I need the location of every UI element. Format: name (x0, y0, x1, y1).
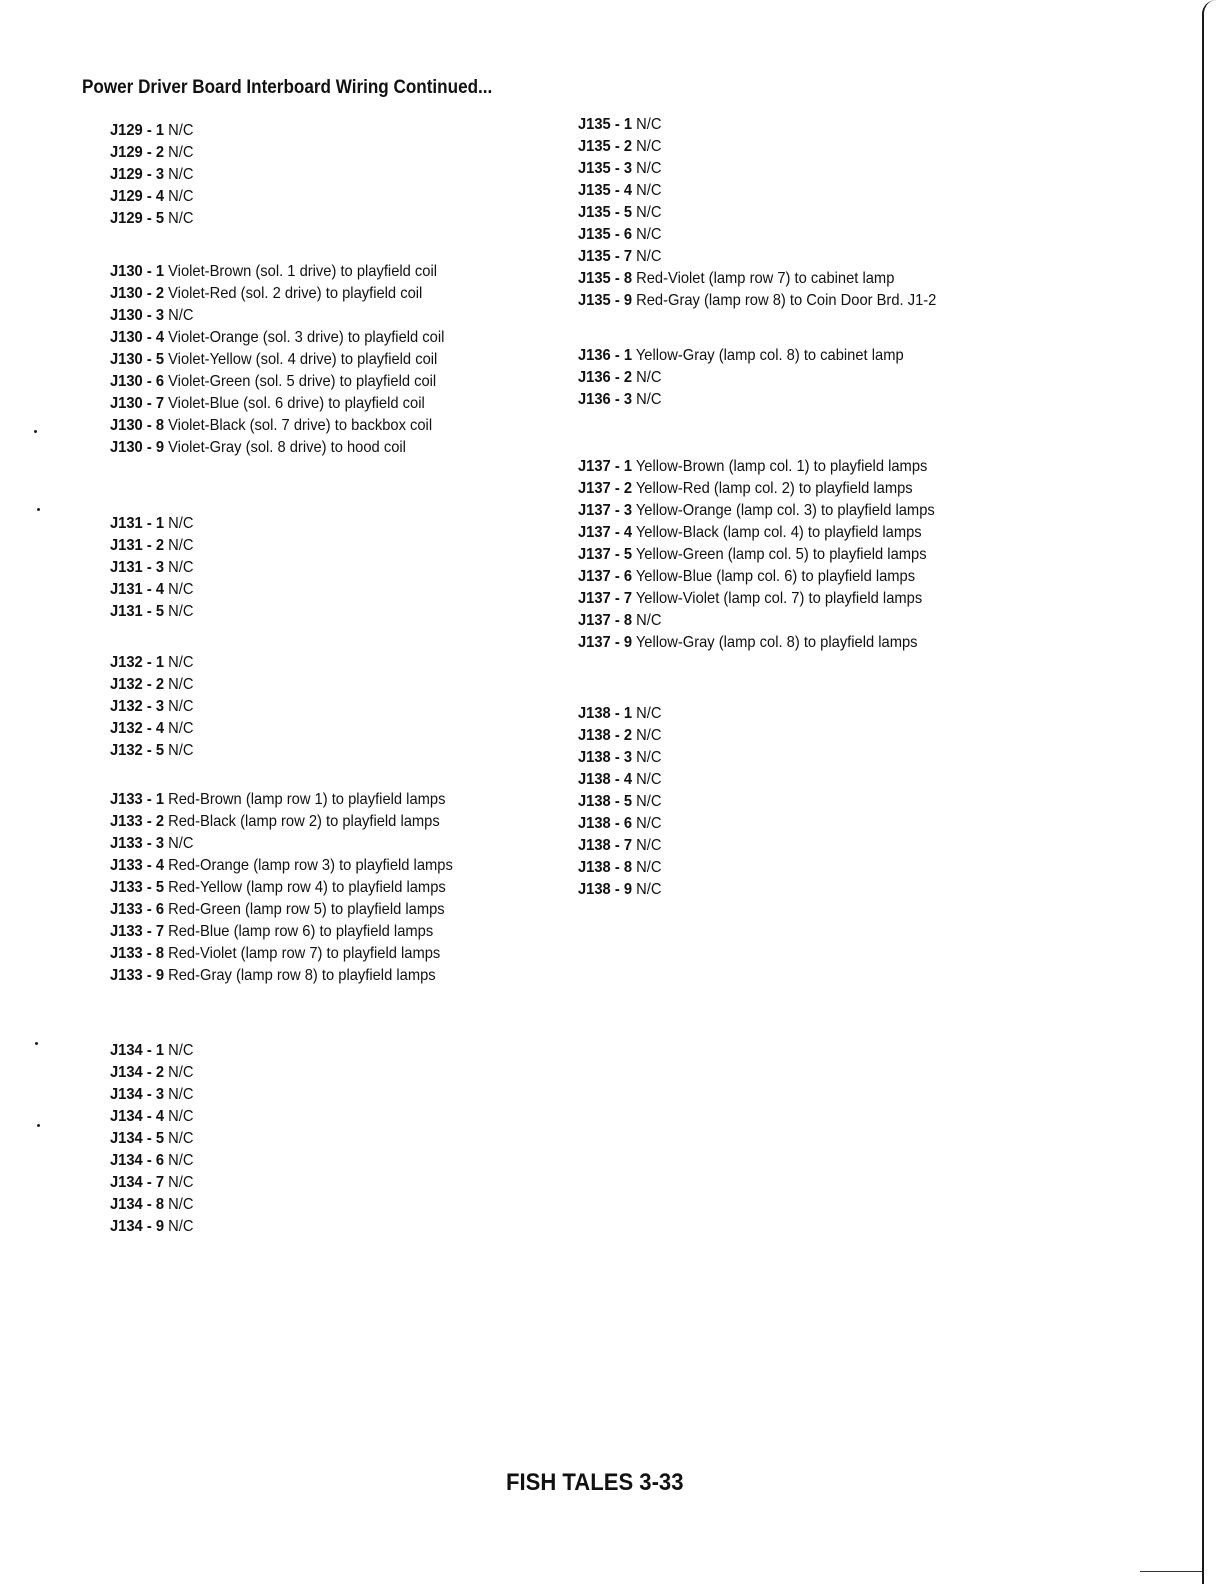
wiring-entry (578, 136, 936, 158)
pin-description: N/C (636, 749, 662, 766)
pin-description: Red-Green (lamp row 5) to playfield lamps (168, 901, 445, 918)
pin-label: J135 - 4 (578, 182, 633, 199)
pin-label: J138 - 2 (578, 727, 633, 744)
pin-label: J130 - 2 (110, 285, 165, 302)
pin-label: J138 - 7 (578, 837, 633, 854)
pin-label: J129 - 1 (110, 122, 165, 139)
pin-description: N/C (636, 138, 662, 155)
pin-description: N/C (168, 1174, 194, 1191)
pin-label: J131 - 4 (110, 581, 165, 598)
pin-description: N/C (636, 705, 662, 722)
pin-label: J135 - 8 (578, 270, 633, 287)
wiring-entry (110, 327, 444, 349)
pin-label: J133 - 3 (110, 835, 165, 852)
pin-label: J137 - 2 (578, 480, 633, 497)
pin-description: N/C (636, 160, 662, 177)
wiring-entry (578, 769, 661, 791)
pin-description: N/C (168, 1152, 194, 1169)
pin-label: J130 - 3 (110, 307, 165, 324)
wiring-entry (110, 305, 444, 327)
wiring-entry (110, 674, 193, 696)
wiring-entry (578, 114, 936, 136)
wiring-entry (110, 535, 193, 557)
pin-label: J129 - 3 (110, 166, 165, 183)
pin-description: N/C (636, 815, 662, 832)
pin-label: J137 - 1 (578, 458, 633, 475)
wiring-entry (578, 813, 661, 835)
pin-label: J132 - 1 (110, 654, 165, 671)
pin-label: J130 - 9 (110, 439, 165, 456)
pin-label: J129 - 4 (110, 188, 165, 205)
pin-label: J138 - 5 (578, 793, 633, 810)
pin-label: J137 - 8 (578, 612, 633, 629)
pin-label: J130 - 8 (110, 417, 165, 434)
pin-label: J129 - 5 (110, 210, 165, 227)
wiring-entry (578, 180, 936, 202)
wiring-entry (110, 261, 444, 283)
wiring-entry (110, 601, 193, 623)
pin-label: J129 - 2 (110, 144, 165, 161)
pin-description: N/C (168, 1108, 194, 1125)
pin-description: N/C (636, 204, 662, 221)
wiring-entry (578, 389, 904, 411)
wiring-entry (578, 224, 936, 246)
pin-description: N/C (168, 603, 194, 620)
pin-label: J136 - 1 (578, 347, 633, 364)
pin-label: J135 - 6 (578, 226, 633, 243)
pin-label: J133 - 7 (110, 923, 165, 940)
wiring-entry (110, 393, 444, 415)
pin-description: N/C (636, 881, 662, 898)
pin-label: J131 - 2 (110, 537, 165, 554)
pin-label: J137 - 7 (578, 590, 633, 607)
pin-description: N/C (168, 307, 194, 324)
page-footer: FISH TALES 3-33 (506, 1469, 684, 1496)
pin-description: Red-Brown (lamp row 1) to playfield lamps (168, 791, 446, 808)
wiring-entry (578, 835, 661, 857)
pin-label: J135 - 9 (578, 292, 633, 309)
wiring-entry (110, 718, 193, 740)
pin-description: N/C (168, 1218, 194, 1235)
wiring-entry (110, 208, 193, 230)
pin-label: J134 - 3 (110, 1086, 165, 1103)
pin-label: J138 - 3 (578, 749, 633, 766)
pin-label: J130 - 7 (110, 395, 165, 412)
wiring-entry (110, 740, 193, 762)
pin-description: N/C (636, 182, 662, 199)
wiring-entry (578, 566, 935, 588)
pin-description: Red-Yellow (lamp row 4) to playfield lamps (168, 879, 446, 896)
pin-label: J131 - 1 (110, 515, 165, 532)
pin-label: J134 - 4 (110, 1108, 165, 1125)
pin-label: J134 - 5 (110, 1130, 165, 1147)
pin-description: Violet-Blue (sol. 6 drive) to playfield coil (168, 395, 425, 412)
pin-description: N/C (168, 188, 194, 205)
pin-label: J132 - 3 (110, 698, 165, 715)
pin-description: N/C (168, 720, 194, 737)
pin-description: Yellow-Violet (lamp col. 7) to playfield lamps (635, 590, 923, 607)
wiring-entry (110, 921, 453, 943)
wiring-entry (578, 632, 935, 654)
scan-speck (34, 430, 37, 433)
wiring-entry (110, 1194, 193, 1216)
connector-group-j138 (578, 703, 669, 901)
pin-description: N/C (168, 698, 194, 715)
wiring-entry (578, 456, 935, 478)
pin-label: J137 - 3 (578, 502, 633, 519)
pin-description: Yellow-Brown (lamp col. 1) to playfield lamps (635, 458, 928, 475)
pin-description: Yellow-Black (lamp col. 4) to playfield lamps (635, 524, 922, 541)
wiring-entry (110, 1172, 193, 1194)
wiring-entry (110, 1062, 193, 1084)
pin-description: N/C (636, 248, 662, 265)
pin-description: N/C (168, 742, 194, 759)
pin-description: Red-Violet (lamp row 7) to playfield lamps (168, 945, 441, 962)
pin-description: Red-Violet (lamp row 7) to cabinet lamp (636, 270, 895, 287)
wiring-entry (110, 415, 444, 437)
wiring-entry (110, 164, 193, 186)
pin-label: J136 - 3 (578, 391, 633, 408)
pin-label: J132 - 5 (110, 742, 165, 759)
pin-description: Red-Orange (lamp row 3) to playfield lamps (168, 857, 453, 874)
pin-label: J133 - 6 (110, 901, 165, 918)
wiring-entry (578, 703, 661, 725)
pin-description: N/C (636, 793, 662, 810)
pin-label: J134 - 6 (110, 1152, 165, 1169)
connector-group-j134 (110, 1040, 201, 1238)
pin-label: J138 - 1 (578, 705, 633, 722)
pin-label: J130 - 6 (110, 373, 165, 390)
wiring-entry (578, 610, 935, 632)
connector-group-j129 (110, 120, 201, 230)
connector-group-j132 (110, 652, 201, 762)
pin-description: N/C (168, 537, 194, 554)
scan-speck (35, 1042, 38, 1045)
pin-label: J132 - 4 (110, 720, 165, 737)
wiring-entry (110, 1040, 193, 1062)
wiring-entry (578, 522, 935, 544)
pin-description: Red-Gray (lamp row 8) to Coin Door Brd. J1-2 (636, 292, 937, 309)
scan-speck (37, 508, 40, 511)
pin-label: J138 - 4 (578, 771, 633, 788)
pin-description: N/C (636, 727, 662, 744)
pin-label: J131 - 3 (110, 559, 165, 576)
wiring-entry (578, 747, 661, 769)
pin-description: N/C (168, 559, 194, 576)
pin-description: N/C (636, 116, 662, 133)
connector-group-j135 (578, 114, 968, 312)
wiring-entry (110, 186, 193, 208)
wiring-entry (578, 367, 904, 389)
wiring-entry (110, 877, 453, 899)
wiring-entry (110, 142, 193, 164)
pin-label: J134 - 1 (110, 1042, 165, 1059)
pin-description: Yellow-Gray (lamp col. 8) to cabinet lamp (635, 347, 904, 364)
pin-description: N/C (168, 654, 194, 671)
wiring-entry (110, 652, 193, 674)
pin-description: N/C (168, 1196, 194, 1213)
pin-label: J137 - 9 (578, 634, 633, 651)
pin-label: J134 - 9 (110, 1218, 165, 1235)
wiring-entry (110, 811, 453, 833)
pin-description: Violet-Black (sol. 7 drive) to backbox coil (168, 417, 433, 434)
wiring-entry (110, 349, 444, 371)
pin-label: J130 - 1 (110, 263, 165, 280)
wiring-entry (110, 579, 193, 601)
pin-description: Yellow-Gray (lamp col. 8) to playfield lamps (635, 634, 918, 651)
connector-group-j130 (110, 261, 473, 459)
connector-group-j133 (110, 789, 483, 987)
connector-group-j137 (578, 456, 966, 654)
pin-description: Violet-Green (sol. 5 drive) to playfield coil (168, 373, 437, 390)
pin-label: J135 - 2 (578, 138, 633, 155)
wiring-entry (578, 478, 935, 500)
pin-description: N/C (636, 859, 662, 876)
pin-description: N/C (168, 1042, 194, 1059)
wiring-entry (110, 437, 444, 459)
wiring-entry (578, 857, 661, 879)
wiring-entry (578, 791, 661, 813)
pin-description: Yellow-Red (lamp col. 2) to playfield lamps (635, 480, 913, 497)
wiring-entry (110, 120, 193, 142)
wiring-entry (110, 899, 453, 921)
pin-description: N/C (168, 210, 194, 227)
wiring-entry (110, 557, 193, 579)
connector-group-j136 (578, 345, 932, 411)
pin-label: J137 - 6 (578, 568, 633, 585)
pin-label: J138 - 8 (578, 859, 633, 876)
pin-description: N/C (168, 1130, 194, 1147)
page-edge-right (1202, 0, 1224, 1584)
pin-description: N/C (636, 369, 662, 386)
pin-description: N/C (168, 676, 194, 693)
pin-description: N/C (636, 837, 662, 854)
connector-group-j131 (110, 513, 201, 623)
scan-speck (37, 1124, 40, 1127)
wiring-entry (110, 789, 453, 811)
wiring-entry (578, 588, 935, 610)
pin-label: J130 - 4 (110, 329, 165, 346)
pin-description: Violet-Orange (sol. 3 drive) to playfield coil (168, 329, 445, 346)
pin-description: Red-Blue (lamp row 6) to playfield lamps (168, 923, 434, 940)
pin-label: J133 - 4 (110, 857, 165, 874)
pin-description: Violet-Yellow (sol. 4 drive) to playfield coil (168, 351, 438, 368)
pin-label: J134 - 8 (110, 1196, 165, 1213)
pin-label: J138 - 6 (578, 815, 633, 832)
pin-label: J138 - 9 (578, 881, 633, 898)
pin-label: J135 - 7 (578, 248, 633, 265)
wiring-entry (110, 1084, 193, 1106)
pin-label: J133 - 9 (110, 967, 165, 984)
pin-label: J133 - 5 (110, 879, 165, 896)
wiring-entry (110, 855, 453, 877)
pin-description: Yellow-Blue (lamp col. 6) to playfield lamps (635, 568, 916, 585)
pin-label: J134 - 2 (110, 1064, 165, 1081)
pin-description: Violet-Gray (sol. 8 drive) to hood coil (168, 439, 406, 456)
pin-label: J137 - 5 (578, 546, 633, 563)
pin-label: J130 - 5 (110, 351, 165, 368)
pin-label: J132 - 2 (110, 676, 165, 693)
pin-label: J133 - 8 (110, 945, 165, 962)
page-edge-bottom (1140, 1571, 1202, 1572)
wiring-entry (110, 283, 444, 305)
pin-description: Violet-Brown (sol. 1 drive) to playfield coil (168, 263, 438, 280)
pin-description: Red-Gray (lamp row 8) to playfield lamps (168, 967, 436, 984)
pin-description: N/C (168, 144, 194, 161)
wiring-entry (578, 500, 935, 522)
pin-label: J137 - 4 (578, 524, 633, 541)
pin-description: Violet-Red (sol. 2 drive) to playfield coil (168, 285, 423, 302)
wiring-entry (110, 1216, 193, 1238)
wiring-entry (578, 268, 936, 290)
wiring-entry (578, 290, 936, 312)
wiring-entry (578, 246, 936, 268)
pin-description: Red-Black (lamp row 2) to playfield lamps (168, 813, 440, 830)
pin-label: J135 - 1 (578, 116, 633, 133)
wiring-entry (110, 965, 453, 987)
pin-description: N/C (168, 581, 194, 598)
pin-description: N/C (636, 612, 662, 629)
wiring-entry (110, 943, 453, 965)
pin-label: J135 - 5 (578, 204, 633, 221)
pin-description: N/C (168, 835, 194, 852)
pin-label: J133 - 2 (110, 813, 165, 830)
wiring-entry (578, 158, 936, 180)
pin-description: N/C (168, 1064, 194, 1081)
wiring-entry (110, 1128, 193, 1150)
pin-label: J131 - 5 (110, 603, 165, 620)
wiring-entry (578, 544, 935, 566)
pin-description: N/C (636, 771, 662, 788)
wiring-entry (110, 696, 193, 718)
pin-description: N/C (168, 166, 194, 183)
pin-label: J135 - 3 (578, 160, 633, 177)
pin-description: Yellow-Orange (lamp col. 3) to playfield lamps (635, 502, 935, 519)
wiring-entry (110, 513, 193, 535)
wiring-entry (578, 879, 661, 901)
pin-description: N/C (636, 226, 662, 243)
wiring-entry (110, 1150, 193, 1172)
wiring-entry (578, 725, 661, 747)
pin-label: J133 - 1 (110, 791, 165, 808)
page-title: Power Driver Board Interboard Wiring Continued... (82, 77, 493, 98)
wiring-entry (110, 833, 453, 855)
pin-description: N/C (168, 515, 194, 532)
pin-description: N/C (168, 1086, 194, 1103)
wiring-entry (110, 1106, 193, 1128)
pin-description: Yellow-Green (lamp col. 5) to playfield lamps (635, 546, 927, 563)
wiring-entry (578, 202, 936, 224)
wiring-entry (110, 371, 444, 393)
pin-description: N/C (636, 391, 662, 408)
wiring-entry (578, 345, 904, 367)
pin-label: J136 - 2 (578, 369, 633, 386)
pin-description: N/C (168, 122, 194, 139)
pin-label: J134 - 7 (110, 1174, 165, 1191)
